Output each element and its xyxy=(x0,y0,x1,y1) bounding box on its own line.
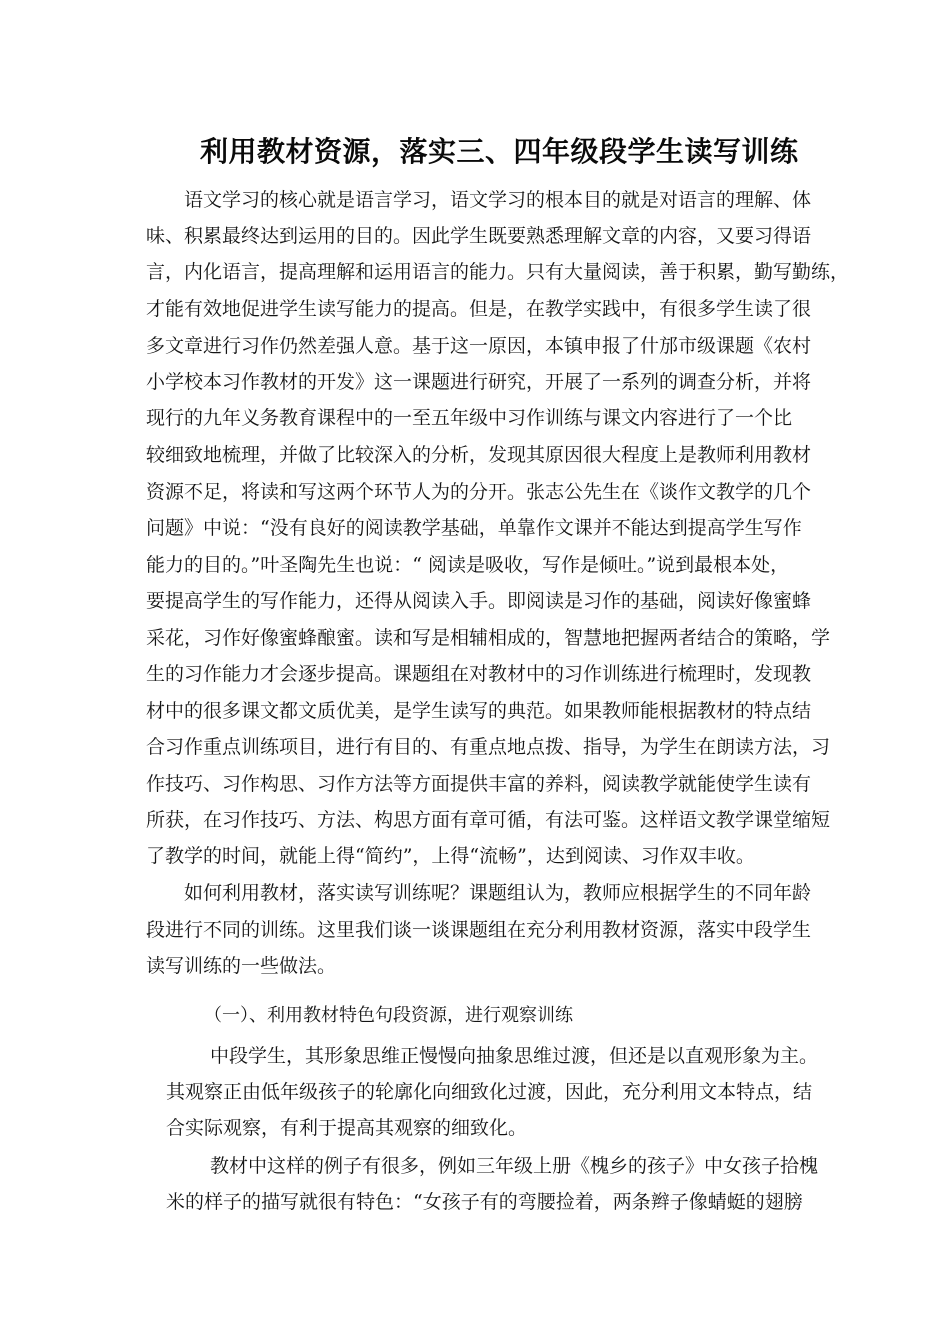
paragraph-line: 材中的很多课文都文质优美，是学生读写的典范。如果教师能根据教材的特点结 xyxy=(146,700,812,722)
section-heading: （一）、利用教材特色句段资源，进行观察训练 xyxy=(204,1005,573,1026)
paragraph-line: 采花，习作好像蜜蜂酿蜜。读和写是相辅相成的，智慧地把握两者结合的策略，学 xyxy=(146,627,831,649)
paragraph-line: 教材中这样的例子有很多，例如三年级上册《槐乡的孩子》中女孩子拾槐 xyxy=(210,1155,819,1177)
paragraph-line: 能力的目的。”叶圣陶先生也说：“ 阅读是吸收，写作是倾吐。”说到最根本处， xyxy=(146,554,790,576)
paragraph-line: 作技巧、习作构思、习作方法等方面提供丰富的养料，阅读教学就能使学生读有 xyxy=(146,773,812,795)
paragraph-line: 如何利用教材，落实读写训练呢？课题组认为，教师应根据学生的不同年龄 xyxy=(184,882,812,904)
paragraph-line: 合实际观察，有利于提高其观察的细致化。 xyxy=(166,1117,528,1139)
paragraph-line: 中段学生，其形象思维正慢慢向抽象思维过渡，但还是以直观形象为主。 xyxy=(210,1045,819,1067)
paragraph-line: 才能有效地促进学生读写能力的提高。但是，在教学实践中，有很多学生读了很 xyxy=(146,298,812,320)
paragraph-line: 资源不足，将读和写这两个环节人为的分开。张志公先生在《谈作文教学的几个 xyxy=(146,481,812,503)
paragraph-line: 段进行不同的训练。这里我们谈一谈课题组在充分利用教材资源，落实中段学生 xyxy=(146,919,812,941)
paragraph-line: 了教学的时间，就能上得“简约”，上得“流畅”，达到阅读、习作双丰收。 xyxy=(146,845,755,867)
paragraph-line: 其观察正由低年级孩子的轮廓化向细致化过渡，因此，充分利用文本特点，结 xyxy=(166,1081,813,1103)
paragraph-line: 合习作重点训练项目，进行有目的、有重点地点拨、指导，为学生在朗读方法，习 xyxy=(146,736,831,758)
paragraph-line: 多文章进行习作仍然差强人意。基于这一原因，本镇申报了什邡市级课题《农村 xyxy=(146,335,812,357)
paragraph-line: 小学校本习作教材的开发》这一课题进行研究，开展了一系列的调查分析，并将 xyxy=(146,371,812,393)
paragraph-line: 米的样子的描写就很有特色：“女孩子有的弯腰捡着，两条辫子像蜻蜓的翅膀 xyxy=(166,1191,803,1213)
paragraph-line: 言，内化语言，提高理解和运用语言的能力。只有大量阅读，善于积累，勤写勤练， xyxy=(146,261,850,283)
paragraph-line: 生的习作能力才会逐步提高。课题组在对教材中的习作训练进行梳理时，发现教 xyxy=(146,663,812,685)
paragraph-line: 语文学习的核心就是语言学习，语文学习的根本目的就是对语言的理解、体 xyxy=(184,189,812,211)
paragraph-line: 较细致地梳理，并做了比较深入的分析，发现其原因很大程度上是教师利用教材 xyxy=(146,444,812,466)
paragraph-line: 现行的九年义务教育课程中的一至五年级中习作训练与课文内容进行了一个比 xyxy=(146,407,793,429)
document-title: 利用教材资源，落实三、四年级段学生读写训练 xyxy=(200,135,799,168)
paragraph-line: 味、积累最终达到运用的目的。因此学生既要熟悉理解文章的内容，又要习得语 xyxy=(146,225,812,247)
paragraph-line: 读写训练的一些做法。 xyxy=(146,955,337,977)
paragraph-line: 问题》中说：“没有良好的阅读教学基础，单靠作文课并不能达到提高学生写作 xyxy=(146,517,802,539)
paragraph-line: 要提高学生的写作能力，还得从阅读入手。即阅读是习作的基础，阅读好像蜜蜂 xyxy=(146,590,812,612)
paragraph-line: 所获，在习作技巧、方法、构思方面有章可循，有法可鉴。这样语文教学课堂缩短 xyxy=(146,809,831,831)
